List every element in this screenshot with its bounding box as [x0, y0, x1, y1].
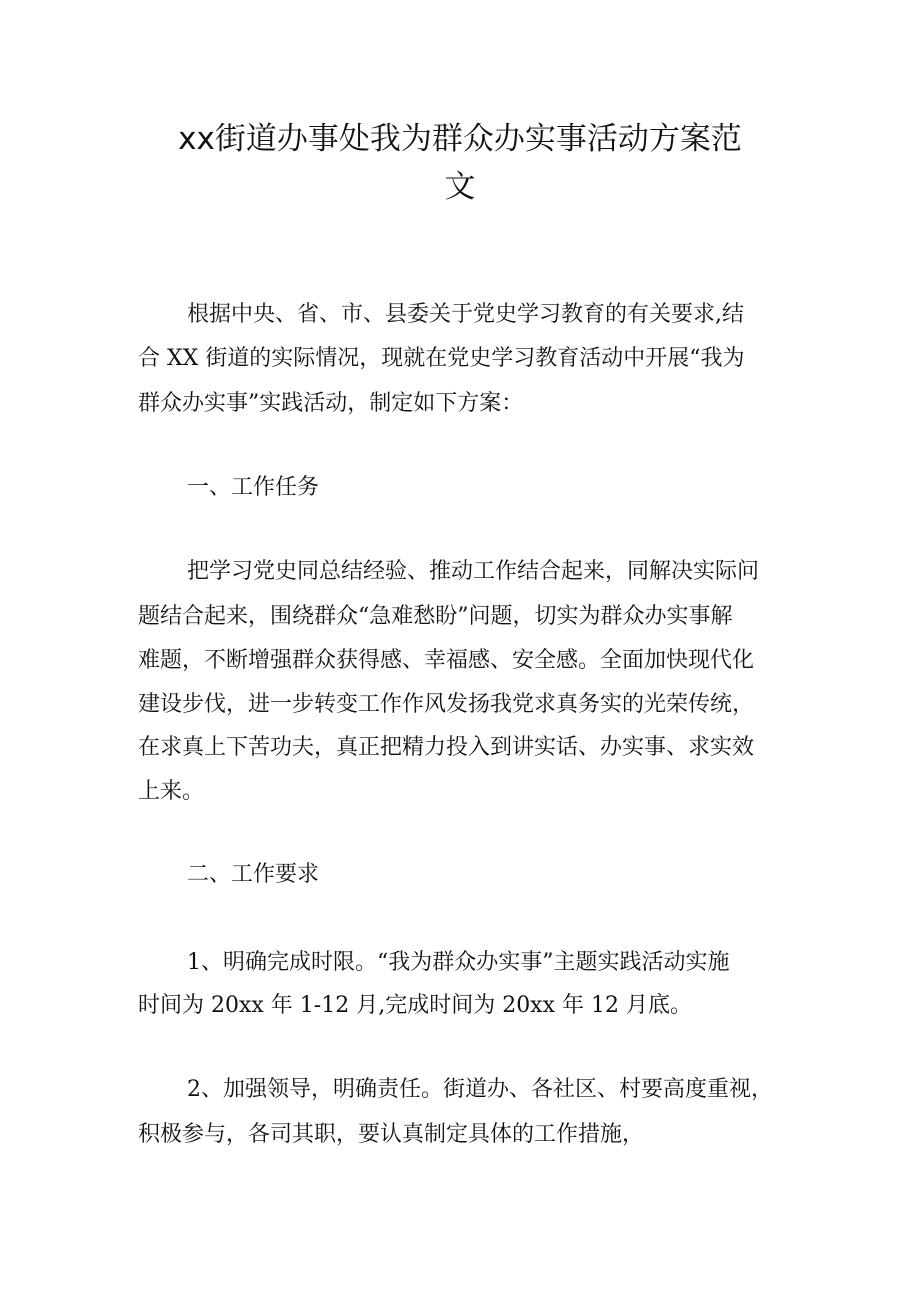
item-2-line-1: 2、加强领导，明确责任。街道办、各社区、村要高度重视， — [187, 1077, 773, 1102]
intro-line-1: 根据中央、省、市、县委关于党史学习教育的有关要求,结 — [187, 302, 744, 327]
intro-line-3: 群众办实事”实践活动，制定如下方案： — [138, 391, 524, 416]
section-1-line-4: 建设步伐，进一步转变工作作风发扬我党求真务实的光荣传统， — [138, 692, 755, 717]
item-1-line-2: 时间为 20xx 年 1-12 月,完成时间为 20xx 年 12 月底。 — [138, 993, 692, 1018]
document-title-line-2: 文 — [444, 169, 476, 205]
section-1-heading: 一、工作任务 — [187, 475, 320, 500]
section-1-line-3: 难题，不断增强群众获得感、幸福感、安全感。全面加快现代化 — [138, 648, 755, 673]
item-2-line-2: 积极参与，各司其职，要认真制定具体的工作措施， — [138, 1122, 645, 1147]
section-2-heading: 二、工作要求 — [187, 862, 320, 887]
section-1-line-1: 把学习党史同总结经验、推动工作结合起来，同解决实际问 — [187, 559, 760, 584]
document-title-line-1: xx街道办事处我为群众办实事活动方案范 — [178, 121, 742, 157]
section-1-line-6: 上来。 — [138, 779, 205, 804]
intro-line-2: 合 XX 街道的实际情况，现就在党史学习教育活动中开展“我为 — [138, 346, 745, 371]
section-1-line-2: 题结合起来，围绕群众“急难愁盼”问题，切实为群众办实事解 — [138, 604, 733, 629]
section-1-line-5: 在求真上下苦功夫，真正把精力投入到讲实话、办实事、求实效 — [138, 735, 755, 760]
item-1-line-1: 1、明确完成时限。“我为群众办实事”主题实践活动实施 — [187, 950, 730, 975]
